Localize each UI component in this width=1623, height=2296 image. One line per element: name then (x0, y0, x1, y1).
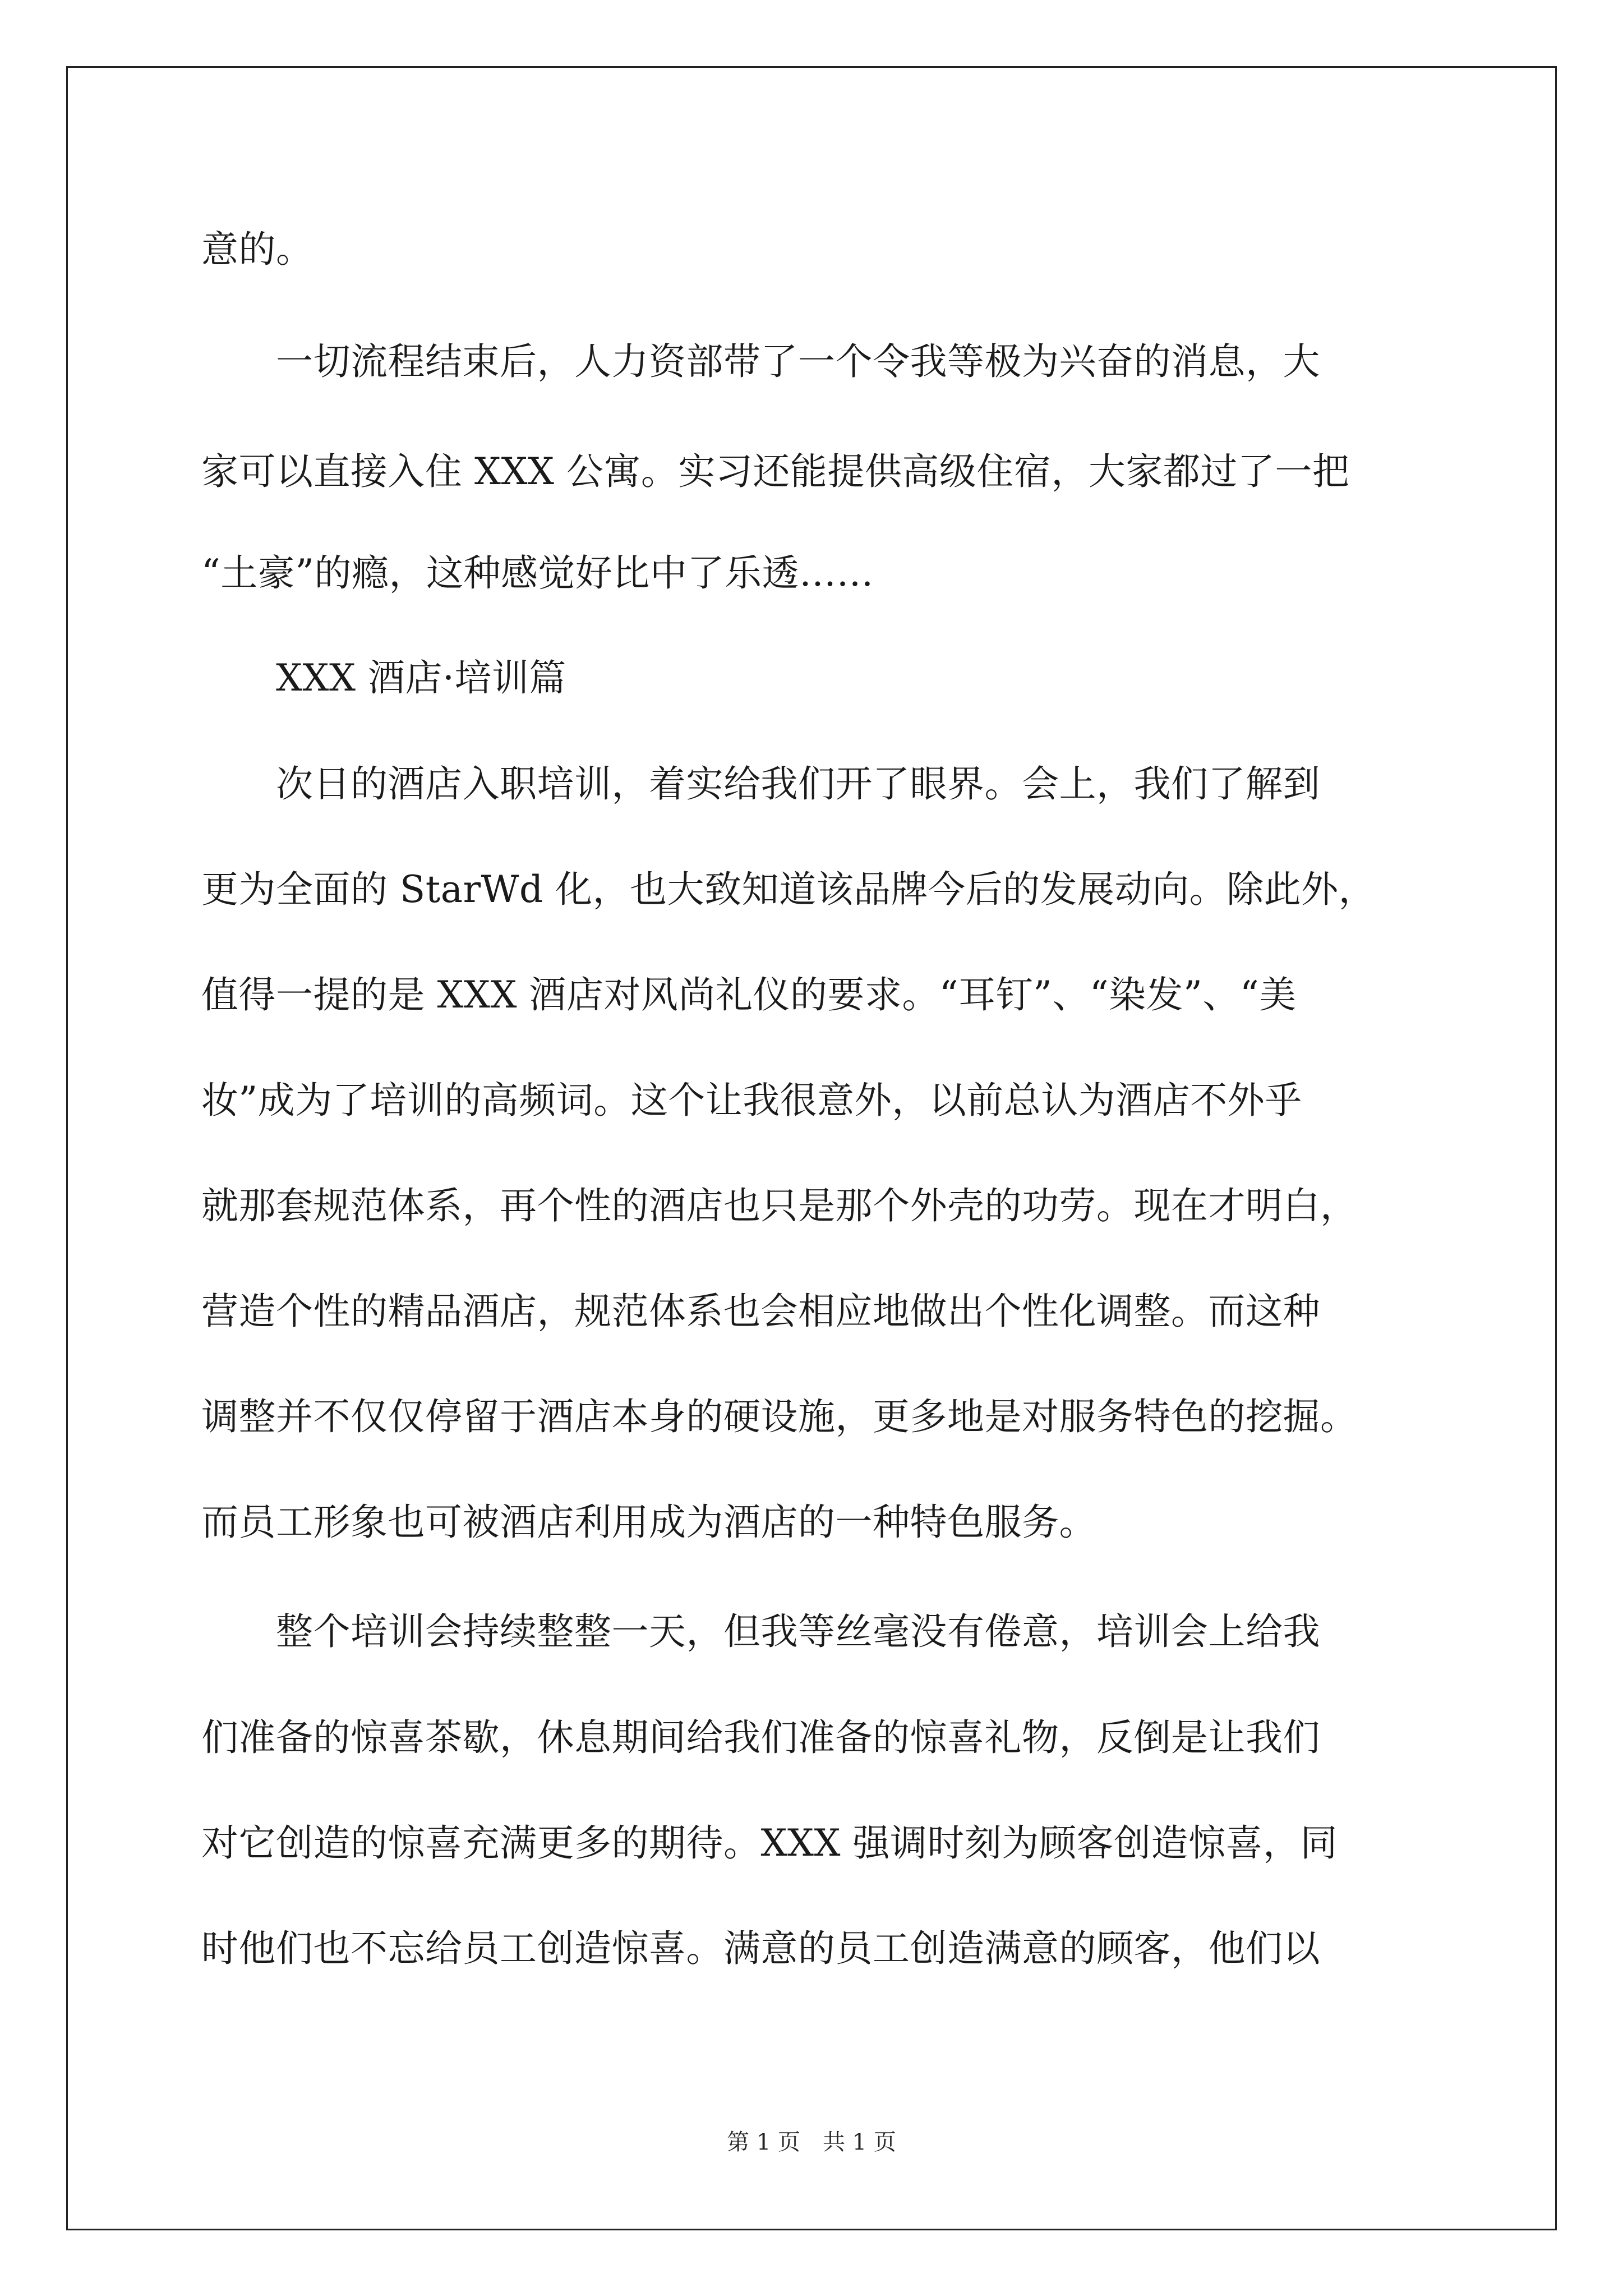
text-line: 整个培训会持续整整一天，但我等丝毫没有倦意，培训会上给我 (201, 1610, 1320, 1653)
text-line: “土豪”的瘾，这种感觉好比中了乐透…… (201, 551, 874, 595)
text-line: 一切流程结束后，人力资部带了一个令我等极为兴奋的消息，大 (201, 340, 1320, 383)
text-line: 而员工形象也可被酒店利用成为酒店的一种特色服务。 (201, 1501, 1096, 1544)
section-heading: XXX 酒店·培训篇 (201, 656, 566, 700)
text-line: 们准备的惊喜茶歇，休息期间给我们准备的惊喜礼物，反倒是让我们 (201, 1716, 1320, 1759)
text-line: 更为全面的 StarWd 化，也大致知道该品牌今后的发展动向。除此外， (201, 868, 1376, 911)
page-number-footer: 第 1 页 共 1 页 (727, 2129, 896, 2155)
text-line: 妆”成为了培训的高频词。这个让我很意外，以前总认为酒店不外乎 (201, 1079, 1302, 1122)
text-line: 对它创造的惊喜充满更多的期待。XXX 强调时刻为顾客创造惊喜，同 (201, 1821, 1338, 1865)
text-line: 家可以直接入住 XXX 公寓。实习还能提供高级住宿，大家都过了一把 (201, 450, 1350, 493)
text-line: 意的。 (201, 228, 313, 271)
text-line: 时他们也不忘给员工创造惊喜。满意的员工创造满意的顾客，他们以 (201, 1927, 1320, 1970)
text-line: 值得一提的是 XXX 酒店对风尚礼仪的要求。“耳钉”、“染发”、“美 (201, 973, 1297, 1016)
text-line: 次日的酒店入职培训，着实给我们开了眼界。会上，我们了解到 (201, 762, 1320, 806)
text-line: 就那套规范体系，再个性的酒店也只是那个外壳的功劳。现在才明白， (201, 1184, 1358, 1227)
text-line: 营造个性的精品酒店，规范体系也会相应地做出个性化调整。而这种 (201, 1290, 1320, 1333)
text-line: 调整并不仅仅停留于酒店本身的硬设施，更多地是对服务特色的挖掘。 (201, 1395, 1358, 1438)
page-border (66, 66, 1557, 2230)
